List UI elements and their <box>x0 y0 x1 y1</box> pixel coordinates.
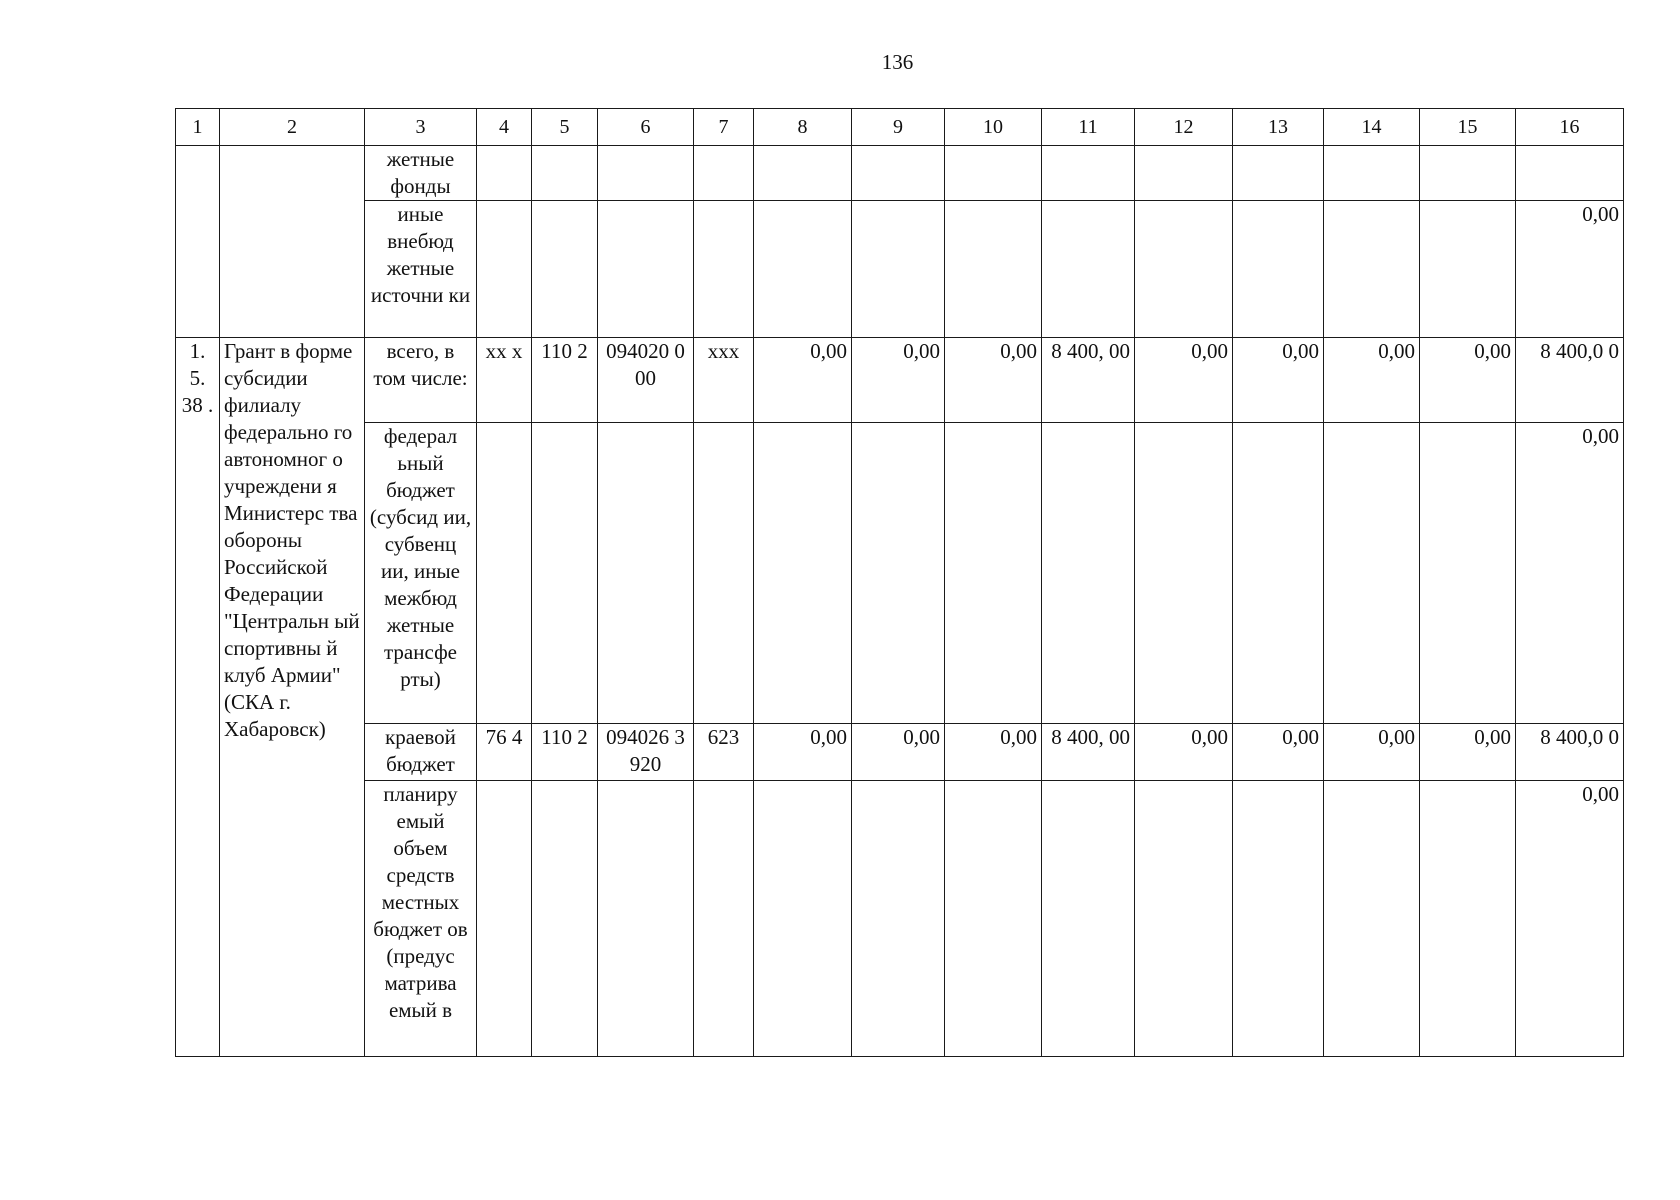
funding-source-cell: планиру емый объем средств местных бюджет ов (предус матрива емый в <box>365 781 477 1057</box>
amount-cell: 0,00 <box>754 338 852 423</box>
item-number-cell: 1. 5. 38 . <box>176 338 220 1057</box>
table-row <box>176 338 1624 423</box>
code-cell: 110 2 <box>532 338 598 423</box>
amount-cell: 0,00 <box>852 724 945 781</box>
amount-cell: 0,00 <box>1135 338 1233 423</box>
header-cell: 9 <box>852 109 945 146</box>
amount-cell: 8 400,0 0 <box>1516 338 1624 423</box>
amount-cell: 0,00 <box>1135 724 1233 781</box>
header-cell: 11 <box>1042 109 1135 146</box>
table-row <box>176 423 1624 724</box>
amount-cell: 0,00 <box>1516 781 1624 1057</box>
amount-cell: 0,00 <box>945 338 1042 423</box>
header-cell: 15 <box>1420 109 1516 146</box>
code-cell: 094026 3920 <box>598 724 694 781</box>
header-cell: 2 <box>220 109 365 146</box>
code-cell: xx x <box>477 338 532 423</box>
amount-cell: 0,00 <box>1233 338 1324 423</box>
header-cell: 8 <box>754 109 852 146</box>
header-cell: 1 <box>176 109 220 146</box>
header-cell: 7 <box>694 109 754 146</box>
header-cell: 4 <box>477 109 532 146</box>
funding-source-cell: жетные фонды <box>365 146 477 201</box>
code-cell: xxx <box>694 338 754 423</box>
column-number-row <box>176 109 1624 146</box>
code-cell: 094020 000 <box>598 338 694 423</box>
amount-cell: 0,00 <box>945 724 1042 781</box>
code-cell: 110 2 <box>532 724 598 781</box>
amount-cell: 8 400, 00 <box>1042 724 1135 781</box>
funding-source-cell: всего, в том числе: <box>365 338 477 423</box>
amount-cell: 0,00 <box>852 338 945 423</box>
header-cell: 14 <box>1324 109 1420 146</box>
code-cell: 76 4 <box>477 724 532 781</box>
page-number: 136 <box>881 50 914 74</box>
header-cell: 10 <box>945 109 1042 146</box>
amount-cell: 0,00 <box>1516 201 1624 338</box>
amount-cell: 0,00 <box>1420 724 1516 781</box>
amount-cell: 0,00 <box>754 724 852 781</box>
amount-cell: 0,00 <box>1233 724 1324 781</box>
header-cell: 6 <box>598 109 694 146</box>
header-cell: 5 <box>532 109 598 146</box>
amount-cell: 0,00 <box>1324 724 1420 781</box>
header-cell: 12 <box>1135 109 1233 146</box>
empty-name-cell <box>220 146 365 338</box>
funding-source-cell: иные внебюд жетные источни ки <box>365 201 477 338</box>
amount-cell: 0,00 <box>1516 423 1624 724</box>
amount-cell: 0,00 <box>1420 338 1516 423</box>
amount-cell: 0,00 <box>1324 338 1420 423</box>
table-row <box>176 201 1624 338</box>
amount-cell: 8 400,0 0 <box>1516 724 1624 781</box>
table-row <box>176 146 1624 201</box>
funding-source-cell: федерал ьный бюджет (субсид ии, субвенц ии, иные межбюд жетные трансфе рты) <box>365 423 477 724</box>
amount-cell: 8 400, 00 <box>1042 338 1135 423</box>
funding-source-cell: краевой бюджет <box>365 724 477 781</box>
header-cell: 3 <box>365 109 477 146</box>
table-row <box>176 724 1624 781</box>
empty-number-cell <box>176 146 220 338</box>
item-name-cell: Грант в форме субсидии филиалу федерально го автономног о учреждени я Министерс тва обороны Российской Федерации "Центральн ый спортивны й клуб Армии" (СКА г. Хабаровск) <box>220 338 365 1057</box>
header-cell: 16 <box>1516 109 1624 146</box>
budget-table <box>175 108 1624 1057</box>
header-cell: 13 <box>1233 109 1324 146</box>
table-row <box>176 781 1624 1057</box>
code-cell: 623 <box>694 724 754 781</box>
